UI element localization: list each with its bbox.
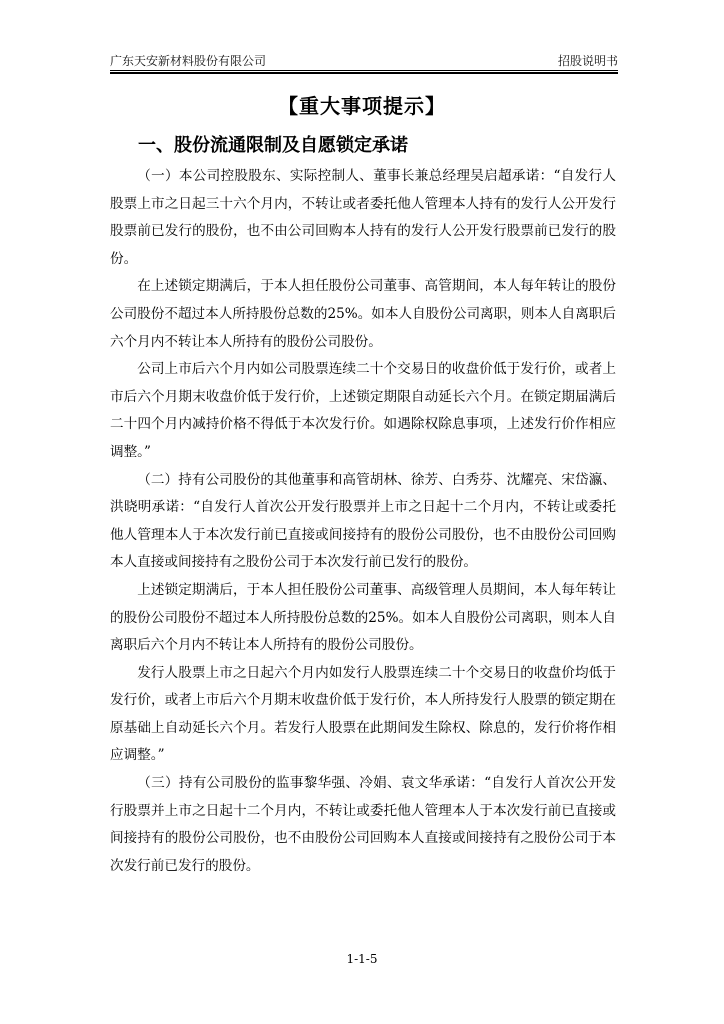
section-title: 【重大事项提示】 bbox=[278, 94, 446, 118]
paragraph: 在上述锁定期满后，于本人担任股份公司董事、高管期间，本人每年转让的股份公司股份不超过本人所持股份总数的25%。如本人自股份公司离职，则本人自离职后六个月内不转让本人所持有的股份公司股份。 bbox=[110, 278, 616, 350]
heading-share-lockup: 一、股份流通限制及自愿锁定承诺 bbox=[138, 135, 408, 156]
paragraph: （一）本公司控股股东、实际控制人、董事长兼总经理吴启超承诺：“自发行人股票上市之日起三十六个月内，不转让或者委托他人管理本人持有的发行人公开发行股票前已发行的股份，也不由公司回购本人持有的发行人公开发行股票前已发行的股份。 bbox=[110, 168, 616, 267]
paragraph: 发行人股票上市之日起六个月内如发行人股票连续二十个交易日的收盘价均低于发行价，或者上市后六个月期末收盘价低于发行价，本人所持发行人股票的锁定期在原基础上自动延长六个月。若发行人股票在此期间发生除权、除息的，发行价将作相应调整。” bbox=[110, 664, 616, 764]
paragraph: 公司上市后六个月内如公司股票连续二十个交易日的收盘价低于发行价，或者上市后六个月期末收盘价低于发行价，上述锁定期限自动延长六个月。在锁定期届满后二十四个月内减持价格不得低于本次发行价。如遇除权除息事项，上述发行价作相应调整。” bbox=[110, 361, 616, 460]
header-company-name: 广东天安新材料股份有限公司 bbox=[110, 54, 267, 68]
body-text bbox=[110, 163, 616, 880]
page-header bbox=[110, 52, 618, 71]
paragraph: （三）持有公司股份的监事黎华强、冷娟、袁文华承诺：“自发行人首次公开发行股票并上市之日起十二个月内，不转让或委托他人管理本人于本次发行前已直接或间接持有的股份公司股份，也不由股份公司回购本人直接或间接持有之股份公司于本次发行前已发行的股份。 bbox=[110, 775, 616, 874]
header-document-type: 招股说明书 bbox=[557, 54, 618, 68]
page-number: 1-1-5 bbox=[346, 952, 378, 966]
paragraph: 上述锁定期满后，于本人担任股份公司董事、高级管理人员期间，本人每年转让的股份公司股份不超过本人所持股份总数的25%。如本人自股份公司离职，则本人自离职后六个月内不转让本人所持有的股份公司股份。 bbox=[110, 581, 616, 654]
paragraph: （二）持有公司股份的其他董事和高管胡林、徐芳、白秀芬、沈耀亮、宋岱瀛、洪晓明承诺：“自发行人首次公开发行股票并上市之日起十二个月内，不转让或委托他人管理本人于本次发行前已直接或间接持有的股份公司股份，也不由股份公司回购本人直接或间接持有之股份公司于本次发行前已发行的股份。 bbox=[110, 471, 616, 571]
